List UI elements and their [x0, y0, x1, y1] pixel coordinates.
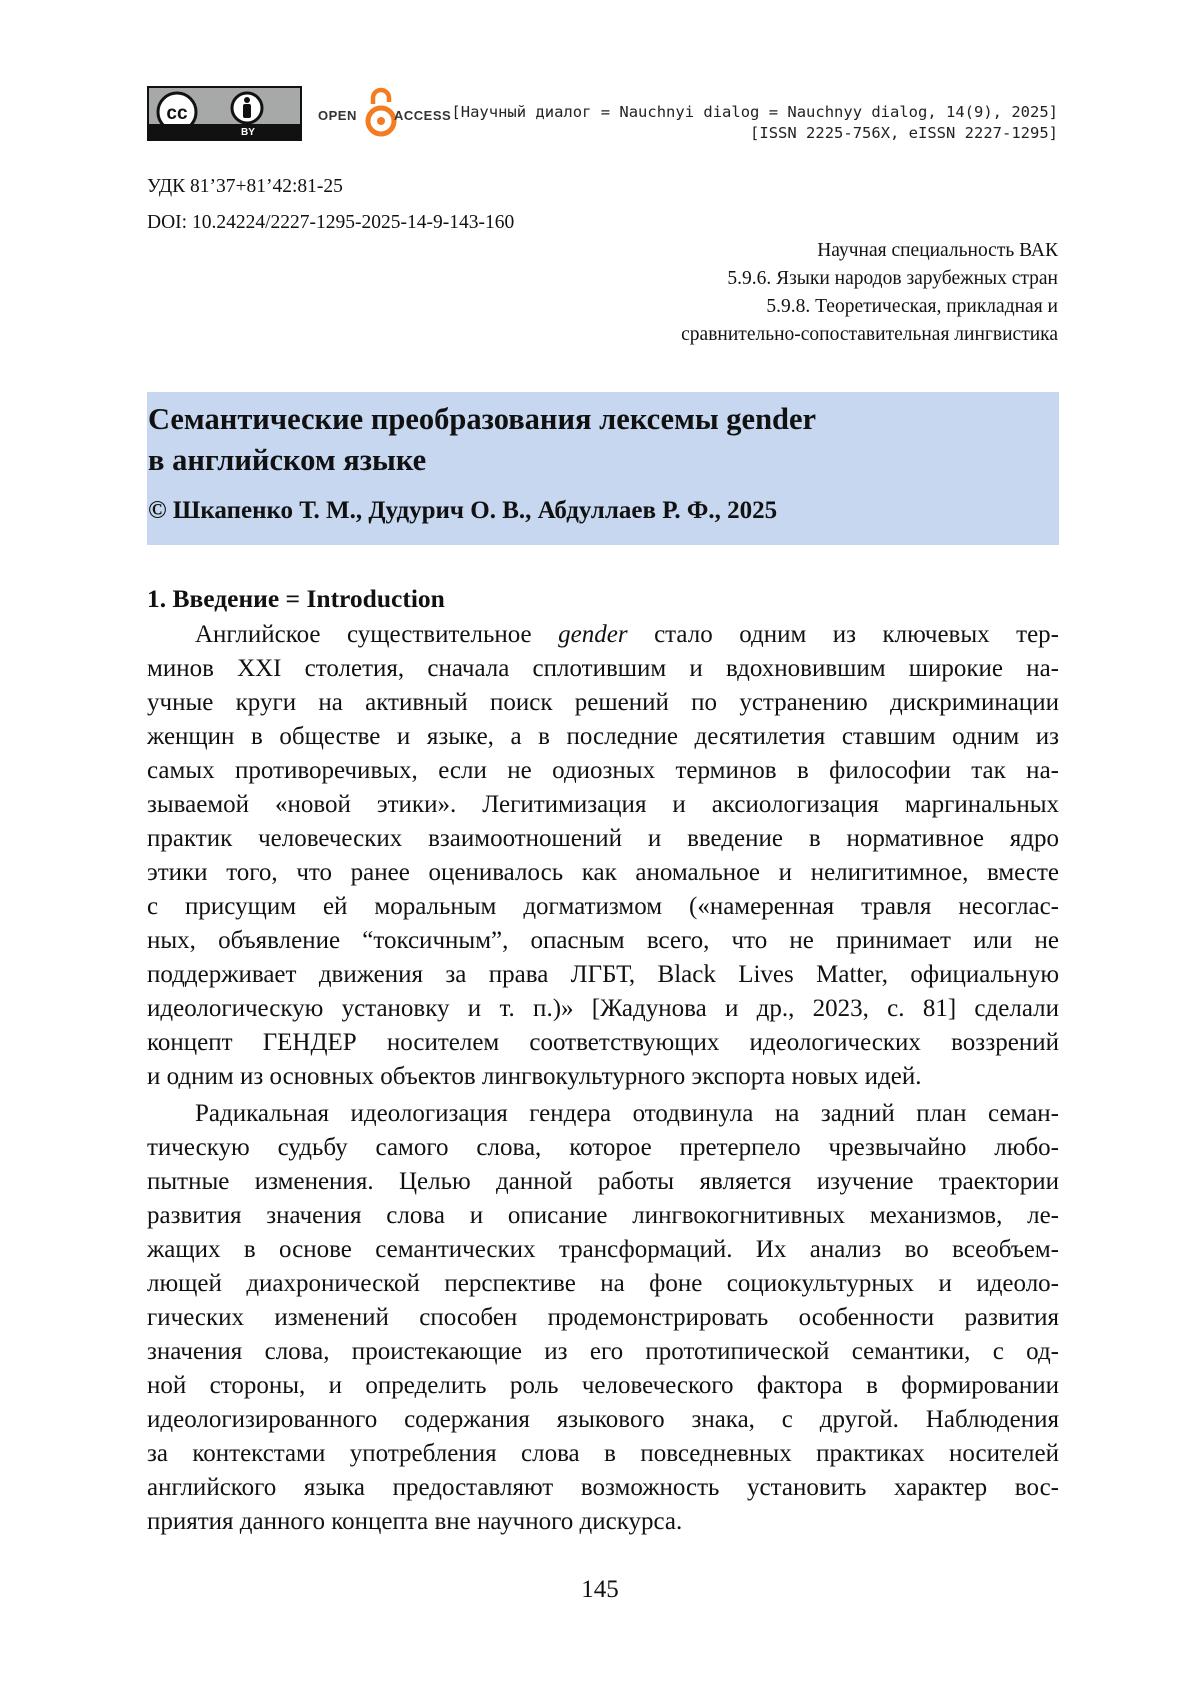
text-run: Английское существительное [195, 621, 559, 648]
oa-open-label: OPEN [318, 108, 357, 123]
paragraph-line: минов XXI столетия, сначала сплотившим и вдохновившим широкие на- [147, 655, 1059, 682]
paragraph-line: лющей диахронической перспективе на фоне социокультурных и идеоло- [147, 1270, 1059, 1297]
paragraph-line: значения слова, проистекающие из его прототипической семантики, с од- [147, 1338, 1059, 1365]
paragraph-line: учные круги на активный поиск решений по устранению дискриминации [147, 689, 1059, 716]
paragraph-line: идеологизированного содержания языкового знака, с другой. Наблюдения [147, 1406, 1059, 1433]
paragraph-line: развития значения слова и описание лингвокогнитивных механизмов, ле- [147, 1202, 1059, 1229]
badge-by-label: BY [241, 127, 255, 138]
article-title-line: в английском языке [148, 443, 427, 477]
section-heading: 1. Введение = Introduction [147, 584, 445, 613]
text-run: стало одним из ключевых тер- [627, 621, 1059, 648]
oa-access-label: ACCESS [394, 108, 452, 123]
journal-citation: [Научный диалог = Nauchnyi dialog = Nauchnyy dialog, 14(9), 2025] [451, 103, 1058, 121]
paragraph-line: практик человеческих взаимоотношений и введение в нормативное ядро [147, 825, 1059, 852]
paragraph-line: за контекстами употребления слова в повседневных практиках носителей [147, 1440, 1059, 1467]
paragraph-line: ной стороны, и определить роль человеческого фактора в формировании [147, 1372, 1059, 1399]
paragraph-line: идеологическую установку и т. п.)» [Жадунова и др., 2023, с. 81] сделали [147, 995, 1059, 1022]
paragraph-line: английского языка предоставляют возможность установить характер вос- [147, 1474, 1059, 1501]
paragraph-line: этики того, что ранее оценивалось как аномальное и нелигитимное, вместе [147, 859, 1059, 886]
paragraph-line: Радикальная идеологизация гендера отодвинула на задний план семан- [195, 1100, 1059, 1127]
doi: DOI: 10.24224/2227-1295-2025-14-9-143-160 [147, 212, 515, 233]
badge-strip [149, 124, 300, 139]
paragraph-line: с присущим ей моральным догматизмом («намеренная травля несоглас- [147, 893, 1059, 920]
paragraph-line: тическую судьбу самого слова, которое претерпело чрезвычайно любо- [147, 1134, 1059, 1161]
paragraph-line: самых противоречивых, если не одиозных терминов в философии так на- [147, 757, 1059, 784]
udk-code: УДК 81’37+81’42:81-25 [147, 176, 343, 197]
journal-issn: [ISSN 2225-756X, eISSN 2227-1295] [750, 124, 1058, 142]
paragraph-line: приятия данного концепта вне научного дискурса. [147, 1508, 683, 1535]
paragraph-line [195, 618, 1059, 652]
paragraph-line: женщин в обществе и языке, а в последние десятилетия ставшим одним из [147, 723, 1059, 750]
article-authors: © Шкапенко Т. М., Дудурич О. В., Абдуллаев Р. Ф., 2025 [148, 497, 778, 524]
article-title-line: Семантические преобразования лексемы gender [148, 402, 817, 436]
page-number: 145 [581, 1576, 619, 1603]
paragraph-line: поддерживает движения за права ЛГБТ, Black Lives Matter, официальную [147, 961, 1059, 988]
paragraph-line: и одним из основных объектов лингвокультурного экспорта новых идей. [147, 1063, 922, 1090]
paragraph-line: ных, объявление “токсичным”, опасным всего, что не принимает или не [147, 927, 1059, 954]
paragraph-line: пытные изменения. Целью данной работы является изучение траектории [147, 1168, 1059, 1195]
cc-by-license-badge [147, 86, 302, 141]
specialty-heading: Научная специальность ВАК [817, 240, 1058, 261]
paragraph-line: концепт ГЕНДЕР носителем соответствующих идеологических воззрений [147, 1029, 1059, 1056]
specialty-line: 5.9.8. Теоретическая, прикладная и [766, 296, 1058, 317]
specialty-line: 5.9.6. Языки народов зарубежных стран [727, 268, 1058, 289]
paragraph-line: зываемой «новой этики». Легитимизация и аксиологизация маргинальных [147, 791, 1059, 818]
paragraph-line: жащих в основе семантических трансформаций. Их анализ во всеобъем- [147, 1236, 1059, 1263]
svg-text:cc: cc [166, 103, 188, 124]
specialty-line: сравнительно-сопоставительная лингвистика [681, 324, 1058, 345]
open-lock-icon [364, 86, 398, 138]
paragraph-line: гических изменений способен продемонстрировать особенности развития [147, 1304, 1059, 1331]
cc-icon [149, 88, 300, 124]
italic-term: gender [558, 621, 628, 648]
